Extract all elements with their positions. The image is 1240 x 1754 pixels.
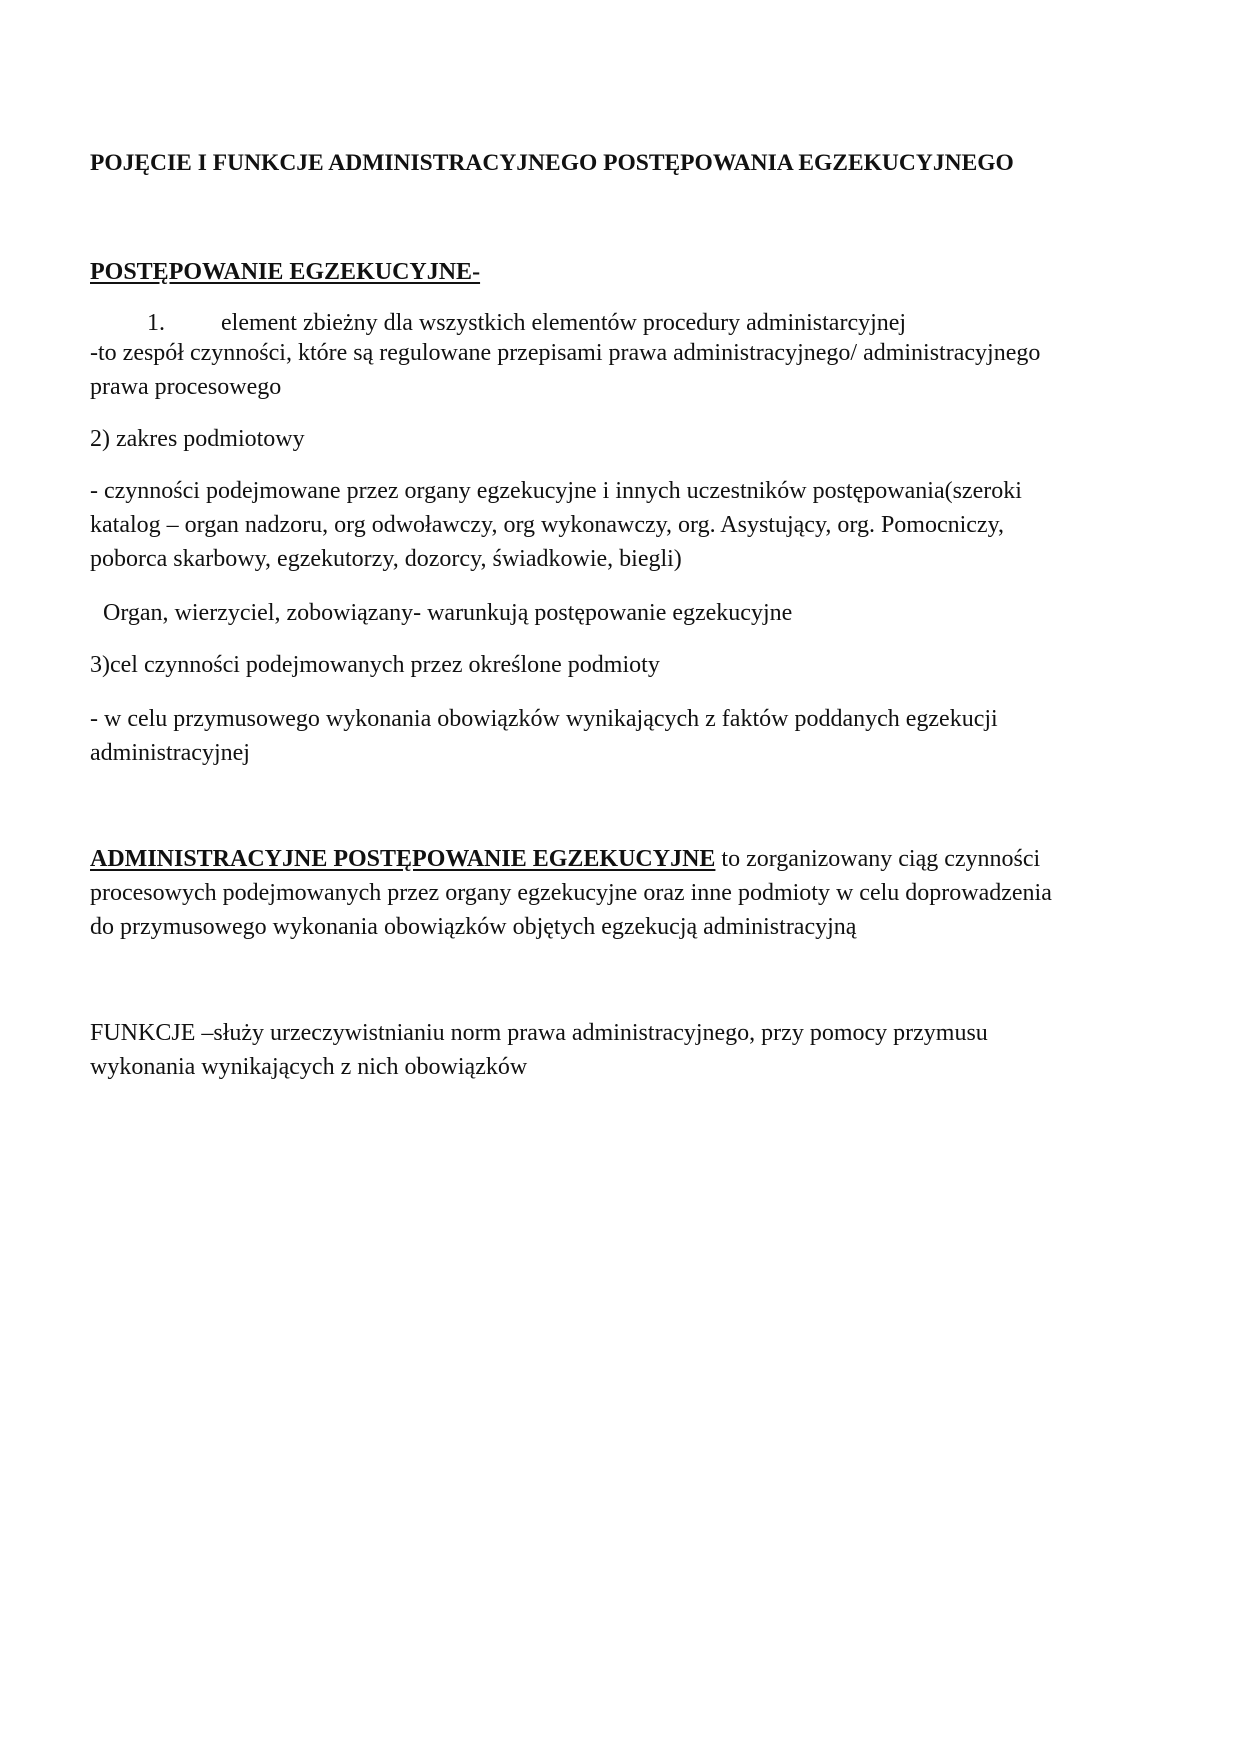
ape-definition-line-1 xyxy=(90,842,1150,876)
list-item-number: 1. xyxy=(147,310,165,336)
document-title: POJĘCIE I FUNKCJE ADMINISTRACYJNEGO POSTĘPOWANIA EGZEKUCYJNEGO xyxy=(90,150,1014,176)
list-item-1 xyxy=(147,306,1207,340)
goal-description-line-1: - w celu przymusowego wykonania obowiązków wynikających z faktów poddanych egzekucji xyxy=(90,706,998,732)
parties-line: Organ, wierzyciel, zobowiązany- warunkują postępowanie egzekucyjne xyxy=(103,600,793,626)
goal-label: 3)cel czynności podejmowanych przez określone podmioty xyxy=(90,652,660,678)
ape-definition-text: to zorganizowany ciąg czynności xyxy=(715,846,1041,872)
functions-line-2: wykonania wynikających z nich obowiązków xyxy=(90,1054,528,1080)
section-heading: POSTĘPOWANIE EGZEKUCYJNE- xyxy=(90,259,481,285)
scope-label: 2) zakres podmiotowy xyxy=(90,426,305,452)
definition-line-2: prawa procesowego xyxy=(90,374,282,400)
functions-line-1: FUNKCJE –służy urzeczywistnianiu norm prawa administracyjnego, przy pomocy przymusu xyxy=(90,1020,988,1046)
scope-description-line-3: poborca skarbowy, egzekutorzy, dozorcy, świadkowie, biegli) xyxy=(90,546,682,572)
scope-description-line-1: - czynności podejmowane przez organy egzekucyjne i innych uczestników postępowania(szeroki xyxy=(90,478,1022,504)
goal-description-line-2: administracyjnej xyxy=(90,740,250,766)
ape-term: ADMINISTRACYJNE POSTĘPOWANIE EGZEKUCYJNE xyxy=(90,846,716,872)
ape-definition-line-2: procesowych podejmowanych przez organy egzekucyjne oraz inne podmioty w celu doprowadzenia xyxy=(90,880,1052,906)
ape-definition-line-3: do przymusowego wykonania obowiązków objętych egzekucją administracyjną xyxy=(90,914,857,940)
definition-line-1: -to zespół czynności, które są regulowane przepisami prawa administracyjnego/ administracyjnego xyxy=(90,340,1041,366)
list-item-text: element zbieżny dla wszystkich elementów procedury administarcyjnej xyxy=(221,310,907,336)
scope-description-line-2: katalog – organ nadzoru, org odwoławczy, org wykonawczy, org. Asystujący, org. Pomocniczy, xyxy=(90,512,1005,538)
